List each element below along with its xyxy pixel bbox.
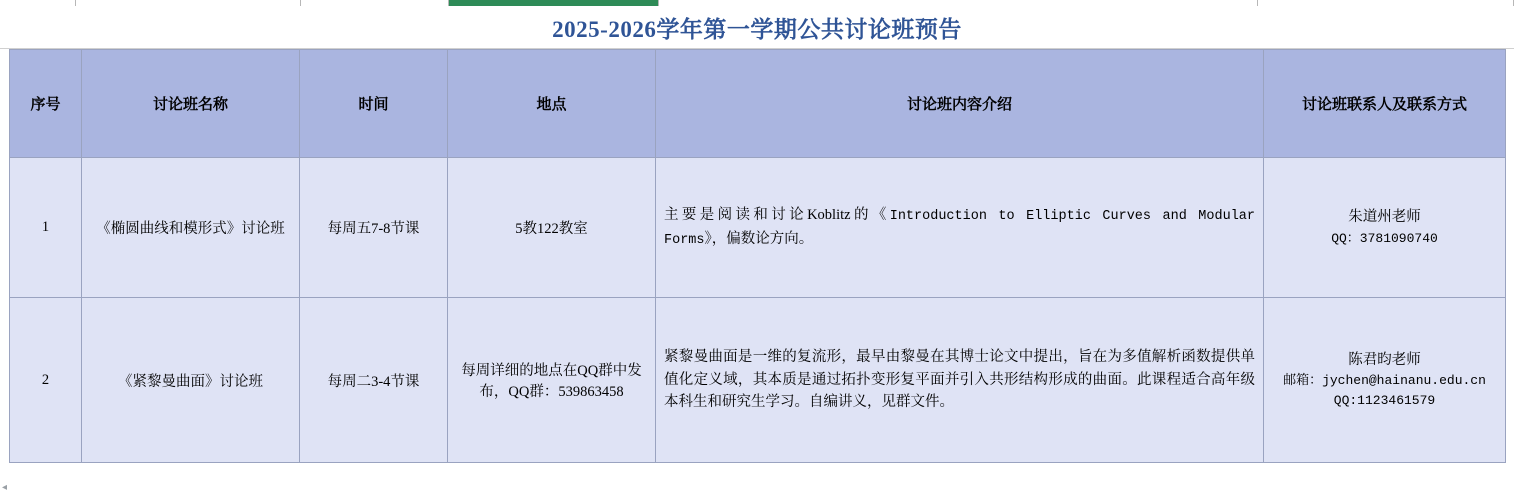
seminar-table	[9, 49, 1506, 463]
cell-contact	[1264, 158, 1506, 298]
contact-email: 邮箱：jychen@hainanu.edu.cn	[1283, 373, 1486, 389]
column-header-name: 讨论班名称	[82, 50, 300, 158]
cell-seminar-name: 《椭圆曲线和模形式》讨论班	[82, 158, 300, 298]
table-header	[10, 50, 1506, 158]
table-row	[10, 158, 1506, 298]
cell-description	[656, 158, 1264, 298]
table-body	[10, 158, 1506, 463]
contact-qq: QQ:1123461579	[1333, 392, 1436, 408]
cell-place: 每周详细的地点在QQ群中发布，QQ群：539863458	[448, 298, 656, 463]
cell-index: 1	[10, 158, 82, 298]
description-title-mono: Introduction to Elliptic Curves and Modular Forms	[664, 208, 1255, 248]
cell-contact	[1264, 298, 1506, 463]
column-header-contact: 讨论班联系人及联系方式	[1264, 50, 1506, 158]
contact-qq: QQ：3781090740	[1331, 230, 1438, 246]
description-text	[664, 204, 1255, 252]
header-row	[10, 50, 1506, 158]
cell-seminar-name: 《紧黎曼曲面》讨论班	[82, 298, 300, 463]
cell-index: 2	[10, 298, 82, 463]
document-title-bar	[0, 6, 1514, 49]
description-prefix: 主要是阅读和讨论Koblitz的《	[664, 206, 890, 223]
contact-name: 陈君昀老师	[1348, 351, 1421, 368]
column-header-description: 讨论班内容介绍	[656, 50, 1264, 158]
column-header-time: 时间	[300, 50, 448, 158]
column-header-place: 地点	[448, 50, 656, 158]
description-suffix: 》，偏数论方向。	[704, 230, 814, 247]
description-text: 紧黎曼曲面是一维的复流形，最早由黎曼在其博士论文中提出，旨在为多值解析函数提供单值化定义域，其本质是通过拓扑变形复平面并引入共形结构形成的曲面。此课程适合高年级本科生和研究生学习。自编讲义，见群文件。	[664, 349, 1255, 411]
contact-name: 朱道州老师	[1348, 208, 1421, 225]
cell-description	[656, 298, 1264, 463]
cell-time: 每周二3-4节课	[300, 298, 448, 463]
column-header-index: 序号	[10, 50, 82, 158]
page-title: 2025-2026学年第一学期公共讨论班预告	[552, 16, 962, 42]
scroll-left-icon[interactable]: ◂	[2, 482, 8, 493]
cell-time: 每周五7-8节课	[300, 158, 448, 298]
table-row	[10, 298, 1506, 463]
cell-place: 5教122教室	[448, 158, 656, 298]
